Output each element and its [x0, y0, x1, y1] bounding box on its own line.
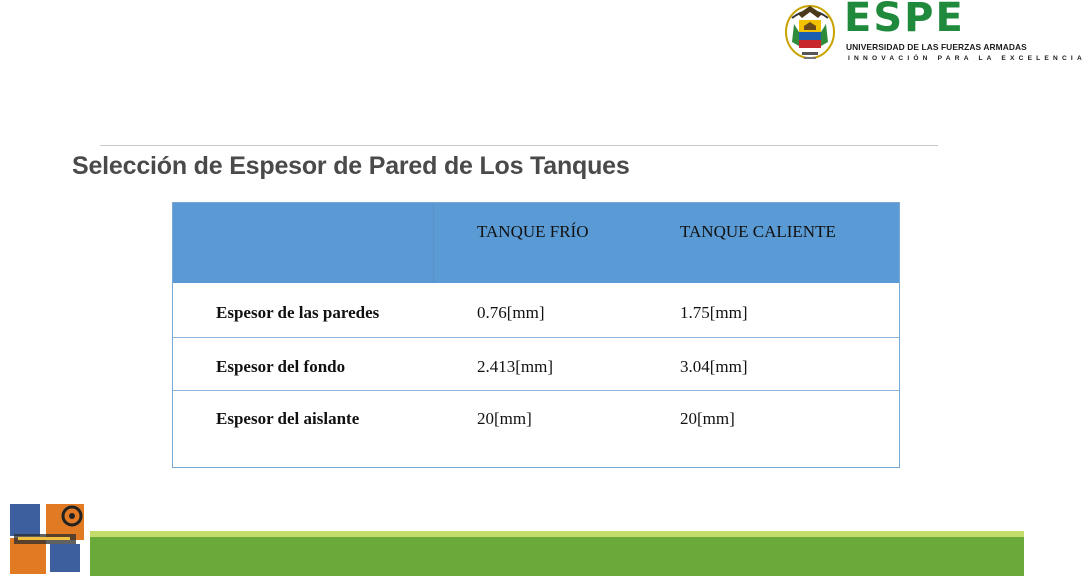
header-hot-tank: TANQUE CALIENTE: [680, 222, 836, 241]
coat-of-arms-icon: [784, 2, 842, 64]
row-hot-value: 3.04[mm]: [680, 357, 748, 376]
row-cold-value: 0.76[mm]: [477, 303, 545, 322]
espe-logo: [784, 0, 1086, 64]
university-motto: INNOVACIÓN PARA LA EXCELENCIA: [848, 55, 1086, 62]
row-hot-value: 20[mm]: [680, 409, 735, 428]
row-divider: [173, 390, 899, 391]
table-header-corner: [173, 203, 434, 283]
row-label: Espesor de las paredes: [216, 303, 380, 322]
page-title: Selección de Espesor de Pared de Los Tanques: [72, 152, 630, 180]
row-cold-value: 2.413[mm]: [477, 357, 554, 376]
row-label: Espesor del fondo: [216, 357, 346, 376]
university-name: UNIVERSIDAD DE LAS FUERZAS ARMADAS: [846, 42, 1027, 52]
department-logo-icon: [10, 504, 86, 574]
row-cold-value: 20[mm]: [477, 409, 532, 428]
footer-bar: [90, 537, 1024, 576]
row-label: Espesor del aislante: [216, 409, 360, 428]
table-header: [173, 203, 899, 283]
row-hot-value: 1.75[mm]: [680, 303, 748, 322]
row-divider: [173, 337, 899, 338]
title-divider: [100, 145, 938, 146]
header-cold-tank: TANQUE FRÍO: [477, 222, 589, 241]
espe-brand: ESPE: [844, 0, 965, 41]
thickness-table: [172, 202, 900, 468]
